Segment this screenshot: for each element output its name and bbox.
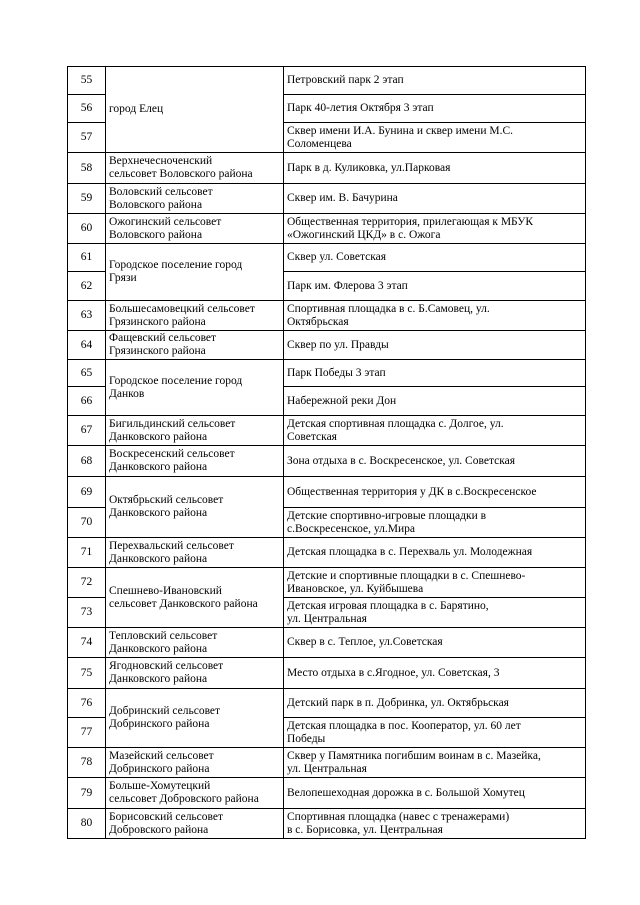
table-row [68,538,586,568]
territory-cell: Сквер ул. Советская [284,244,586,272]
municipality-cell: город Елец [106,67,284,153]
row-number: 64 [68,331,106,360]
territory-cell: Сквер по ул. Правды [284,331,586,360]
municipality-cell: Борисовский сельсовет Добровского района [106,809,284,839]
table-row [68,214,586,244]
row-number: 56 [68,95,106,123]
municipality-cell: Городское поселение город Данков [106,360,284,416]
table-row [68,778,586,809]
territory-cell: Место отдыха в с.Ягодное, ул. Советская, 3 [284,658,586,689]
row-number: 73 [68,598,106,628]
territory-cell: Парк в д. Куликовка, ул.Парковая [284,153,586,184]
municipality-cell: Ожогинский сельсовет Воловского района [106,214,284,244]
territory-cell: Сквер у Памятника погибшим воинам в с. Мазейка, ул. Центральная [284,748,586,778]
row-number: 55 [68,67,106,95]
municipality-cell: Большесамовецкий сельсовет Грязинского района [106,301,284,331]
table-body [68,67,586,839]
territory-cell: Детская площадка в с. Перехваль ул. Молодежная [284,538,586,568]
territory-cell: Детские и спортивные площадки в с. Спешнево- Ивановское, ул. Куйбышева [284,568,586,598]
territory-cell: Общественная территория, прилегающая к МБУК «Ожогинский ЦКД» в с. Ожога [284,214,586,244]
table-row [68,244,586,272]
municipality-cell: Добринский сельсовет Добринского района [106,689,284,748]
municipality-cell: Спешнево-Ивановский сельсовет Данковского района [106,568,284,628]
municipality-cell: Перехвальский сельсовет Данковского района [106,538,284,568]
row-number: 63 [68,301,106,331]
table-row [68,416,586,446]
municipality-cell: Городское поселение город Грязи [106,244,284,301]
municipality-cell: Ягодновский сельсовет Данковского района [106,658,284,689]
table-row [68,153,586,184]
territory-cell: Детская спортивная площадка с. Долгое, ул. Советская [284,416,586,446]
row-number: 60 [68,214,106,244]
row-number: 71 [68,538,106,568]
territory-cell: Спортивная площадка (навес с тренажерами) в с. Борисовка, ул. Центральная [284,809,586,839]
territory-cell: Сквер в с. Теплое, ул.Советская [284,628,586,658]
territory-cell: Парк им. Флерова 3 этап [284,272,586,301]
municipality-cell: Верхнечесноченский сельсовет Воловского района [106,153,284,184]
row-number: 74 [68,628,106,658]
territory-cell: Детская площадка в пос. Кооператор, ул. 60 лет Победы [284,718,586,748]
table-row [68,628,586,658]
row-number: 77 [68,718,106,748]
municipality-cell: Тепловский сельсовет Данковского района [106,628,284,658]
row-number: 72 [68,568,106,598]
table-row [68,689,586,718]
territory-cell: Общественная территория у ДК в с.Воскресенское [284,477,586,508]
table-row [68,184,586,214]
municipality-cell: Октябрьский сельсовет Данковского района [106,477,284,538]
row-number: 61 [68,244,106,272]
municipality-cell: Мазейский сельсовет Добринского района [106,748,284,778]
table-row [68,331,586,360]
row-number: 79 [68,778,106,809]
territory-cell: Парк 40-летия Октября 3 этап [284,95,586,123]
municipality-cell: Воловский сельсовет Воловского района [106,184,284,214]
row-number: 58 [68,153,106,184]
territory-cell: Зона отдыха в с. Воскресенское, ул. Советская [284,446,586,477]
row-number: 67 [68,416,106,446]
territory-cell: Детская игровая площадка в с. Барятино, ул. Центральная [284,598,586,628]
table-row [68,477,586,508]
row-number: 70 [68,508,106,538]
territory-cell: Набережной реки Дон [284,387,586,416]
row-number: 75 [68,658,106,689]
row-number: 62 [68,272,106,301]
territory-cell: Детские спортивно-игровые площадки в с.Воскресенское, ул.Мира [284,508,586,538]
table-row [68,446,586,477]
table-row [68,658,586,689]
territory-cell: Петровский парк 2 этап [284,67,586,95]
territory-cell: Парк Победы 3 этап [284,360,586,387]
row-number: 57 [68,123,106,153]
table-row [68,301,586,331]
table-row [68,360,586,387]
row-number: 69 [68,477,106,508]
table-row [68,67,586,95]
territory-cell: Сквер имени И.А. Бунина и сквер имени М.С. Соломенцева [284,123,586,153]
territory-cell: Велопешеходная дорожка в с. Большой Хомутец [284,778,586,809]
row-number: 65 [68,360,106,387]
territory-cell: Спортивная площадка в с. Б.Самовец, ул. Октябрьская [284,301,586,331]
row-number: 68 [68,446,106,477]
row-number: 78 [68,748,106,778]
row-number: 80 [68,809,106,839]
territory-cell: Детский парк в п. Добринка, ул. Октябрьская [284,689,586,718]
row-number: 59 [68,184,106,214]
municipality-cell: Больше-Хомутецкий сельсовет Добровского района [106,778,284,809]
table-row [68,748,586,778]
document-table [67,66,586,839]
municipality-cell: Воскресенский сельсовет Данковского района [106,446,284,477]
table-row [68,568,586,598]
row-number: 76 [68,689,106,718]
territory-cell: Сквер им. В. Бачурина [284,184,586,214]
row-number: 66 [68,387,106,416]
municipality-cell: Бигильдинский сельсовет Данковского района [106,416,284,446]
table-row [68,809,586,839]
municipality-cell: Фащевский сельсовет Грязинского района [106,331,284,360]
